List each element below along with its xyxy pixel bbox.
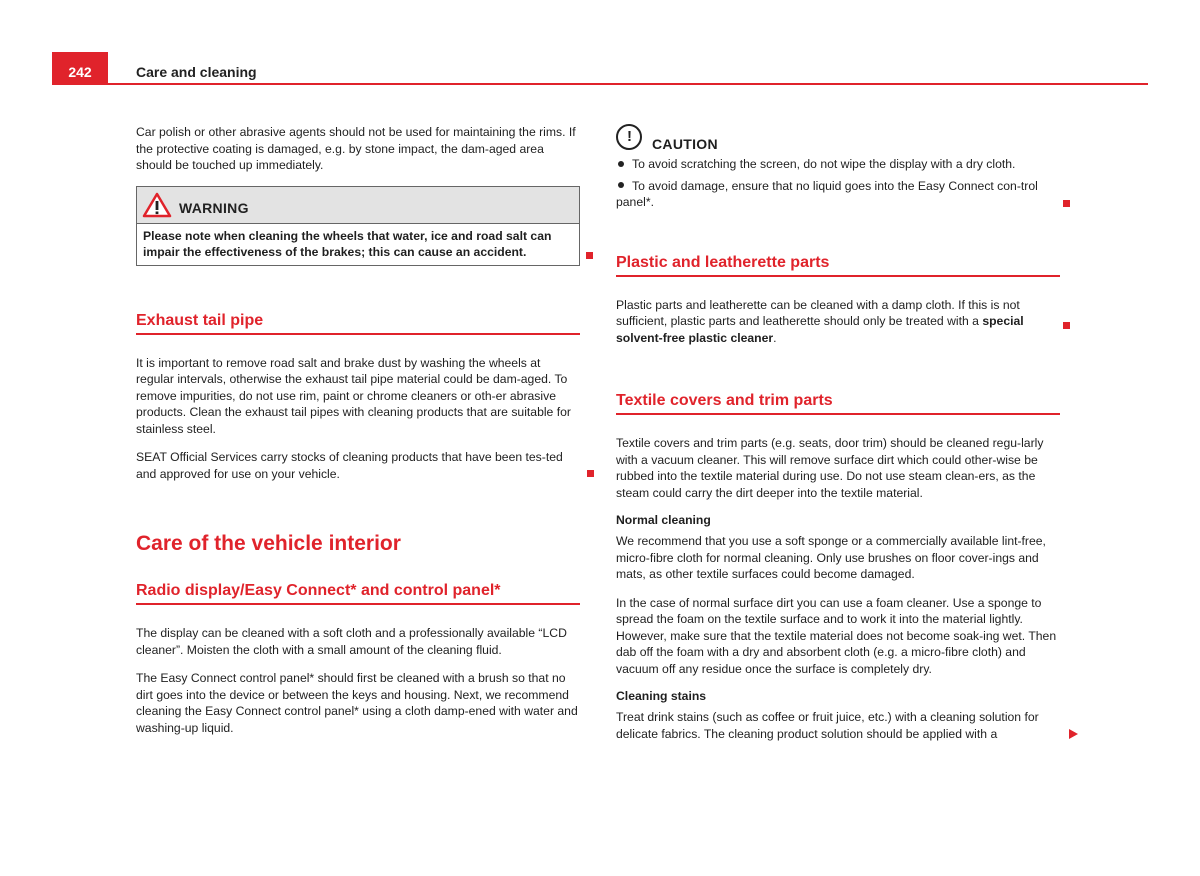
radio-display-heading: Radio display/Easy Connect* and control panel*: [136, 582, 580, 605]
plastic-text: Plastic parts and leatherette can be cleaned with a damp cloth. If this is not sufficient, plastic parts and leatherette should only be treated with a: [616, 297, 1020, 328]
warning-text: Please note when cleaning the wheels that water, ice and road salt can impair the effectiveness of the brakes; this can cause an accident.: [143, 228, 552, 259]
textile-paragraph-4: Treat drink stains (such as coffee or fruit juice, etc.) with a cleaning solution for delicate fabrics. The cleaning product solution should be applied with a: [616, 710, 1039, 741]
warning-triangle-icon: [142, 192, 172, 218]
textile-paragraph-2: We recommend that you use a soft sponge or a commercially available lint-free, micro-fibre cloth for normal cleaning. Only use brushes on floor cover-ings and mats, as other textile surfaces could become damaged.: [616, 534, 1046, 581]
end-marker-icon: [586, 252, 593, 259]
right-column: [616, 124, 1060, 754]
warning-box: [136, 186, 580, 266]
bullet-icon: [618, 161, 624, 167]
plastic-paragraph: [616, 297, 1060, 347]
textile-heading: Textile covers and trim parts: [616, 392, 1060, 415]
caution-bullet: [616, 178, 1060, 211]
plastic-cleaner-emphasis: special solvent-free plastic cleaner: [616, 314, 1024, 345]
caution-exclamation-icon: !: [616, 124, 642, 150]
radio-paragraph-1: The display can be cleaned with a soft cloth and a professionally available “LCD cleaner”. Moisten the cloth with a small amount of the cleaning fluid.: [136, 626, 567, 657]
warning-title: WARNING: [179, 199, 249, 216]
left-column: [136, 124, 580, 748]
page-number: 242: [52, 52, 108, 84]
caution-title: CAUTION: [652, 136, 718, 152]
textile-paragraph-1: Textile covers and trim parts (e.g. seats, door trim) should be cleaned regu-larly with a vacuum cleaner. This will remove surface dirt which could other-wise be rubbed into the textile material during use. Do not use steam clean-ers, as the steam could carry the dirt deeper into the textile material.: [616, 436, 1044, 500]
caution-bullet: [616, 156, 1060, 173]
page-header: [52, 52, 1148, 86]
exhaust-paragraph-1: It is important to remove road salt and brake dust by washing the wheels at regular intervals, otherwise the exhaust tail pipe material could be dam-aged. To remove impurities, do not use rim, paint or chrome cleaners or oth-er abrasive products. Clean the exhaust tail pipes with cleaning products that are suitable for stainless steel.: [136, 355, 571, 436]
header-rule: [52, 83, 1148, 85]
rims-paragraph: Car polish or other abrasive agents should not be used for maintaining the rims. If the protective coating is damaged, e.g. by stone impact, the dam-aged area should be touched up immediately.: [136, 125, 576, 172]
caution-bullet-text: To avoid scratching the screen, do not wipe the display with a dry cloth.: [632, 157, 1016, 171]
cleaning-stains-heading: Cleaning stains: [616, 689, 707, 703]
end-marker-icon: [587, 470, 594, 477]
textile-paragraph-3: In the case of normal surface dirt you can use a foam cleaner. Use a sponge to spread the foam on the textile surface and to work it into the material lightly. However, make sure that the textile material does not become soak-ing wet. Then dab off the foam with a dry and absorbent cloth (e.g. a micro-fibre cloth) and vacuum off any residue once the surface is completely dry.: [616, 595, 1057, 676]
end-marker-icon: [1063, 200, 1070, 207]
section-title-interior: Care of the vehicle interior: [136, 532, 401, 555]
caution-bullet-text: To avoid damage, ensure that no liquid goes into the Easy Connect con-trol panel*.: [616, 178, 1038, 209]
exhaust-paragraph-2: SEAT Official Services carry stocks of cleaning products that have been tes-ted and approved for use on your vehicle.: [136, 450, 563, 481]
warning-header: [137, 187, 579, 224]
end-marker-icon: [1063, 322, 1070, 329]
continue-arrow-icon: [1069, 729, 1078, 739]
chapter-title: Care and cleaning: [136, 64, 257, 80]
plastic-text-end: .: [773, 330, 777, 345]
plastic-heading: Plastic and leatherette parts: [616, 254, 1060, 277]
caution-header: [616, 124, 1060, 152]
bullet-icon: [618, 182, 624, 188]
exhaust-heading: Exhaust tail pipe: [136, 312, 580, 335]
normal-cleaning-heading: Normal cleaning: [616, 513, 711, 527]
radio-paragraph-2: The Easy Connect control panel* should first be cleaned with a brush so that no dirt goes into the device or between the keys and housing. Next, we recommend cleaning the Easy Connect control panel* using a cloth damp-ened with water and washing-up liquid.: [136, 671, 578, 735]
